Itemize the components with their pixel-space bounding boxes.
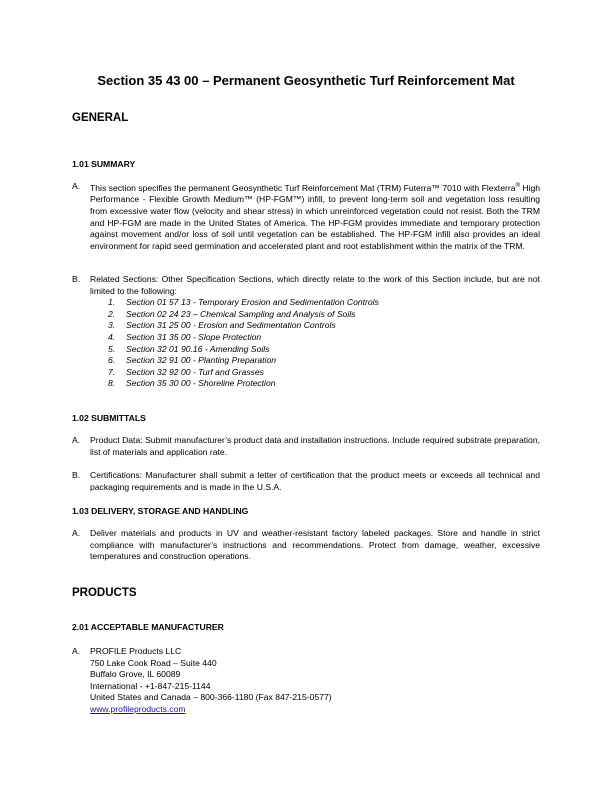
list-item: 5. Section 32 01 90.16 - Amending Soils — [108, 343, 270, 354]
submittals-a-text: Product Data: Submit manufacturer’s product data and installation instructions. Include required substrate preparation, list of materials and application rate. — [90, 435, 540, 457]
submittals-item-a — [72, 435, 540, 458]
item-marker: A. — [72, 646, 81, 656]
related-sections-list — [72, 297, 540, 390]
street-address: 750 Lake Cook Road – Suite 440 — [90, 657, 217, 668]
delivery-a-text: Deliver materials and products in UV and weather-resistant factory labeled packages. Store and handle in strict compliance with manufacturer’s instructions and recommendations. Protect from damage, weather, excessive temperatures and construction operations. — [90, 528, 540, 562]
manufacturer-address — [72, 646, 540, 716]
page-title: Section 35 43 00 – Permanent Geosynthetic Turf Reinforcement Mat — [97, 73, 515, 88]
delivery-heading: 1.03 DELIVERY, STORAGE AND HANDLING — [72, 506, 249, 516]
summary-a-text-1: This section specifies the permanent Geosynthetic Turf Reinforcement Mat (TRM) Futerra™ 7010 with Flexterra — [90, 182, 516, 193]
summary-heading: 1.01 SUMMARY — [72, 159, 136, 169]
submittals-item-b — [72, 470, 540, 493]
summary-b-text: Related Sections: Other Specification Sections, which directly relate to the work of this Section include, but are not limited to the following: — [90, 274, 540, 296]
list-item: 4. Section 31 35 00 - Slope Protection — [108, 331, 262, 342]
item-marker: A. — [72, 435, 81, 445]
item-marker: B. — [72, 470, 81, 480]
list-item: 8. Section 35 30 00 - Shoreline Protection — [108, 378, 276, 389]
summary-a-text-2: High Performance - Flexible Growth Medium™ (HP-FGM™) infill, to prevent long-term soil and vegetation loss resulting from excessive water flow (velocity and shear stress) in which unreinforced vegetation could not resist. Both the TRM and HP-FGM are made in the United States of America. The HP-FGM provides immediate and temporary protection against movement and/or loss of soil until vegetation can be established. The HP-FGM infill also provides an ideal environment for rapid seed germination and accelerated plant and root establishment within the matrix of the TRM. — [90, 182, 540, 251]
registered-mark: ® — [515, 183, 520, 189]
manufacturer-heading: 2.01 ACCEPTABLE MANUFACTURER — [72, 622, 224, 632]
summary-item-a — [72, 181, 540, 252]
list-item: 1. Section 01 57 13 - Temporary Erosion and Sedimentation Controls — [108, 297, 379, 308]
website-link[interactable]: www.profileproducts.com — [90, 703, 186, 714]
general-heading: GENERAL — [72, 112, 129, 124]
list-item: 3. Section 31 25 00 - Erosion and Sedimentation Controls — [108, 320, 336, 331]
item-marker: A. — [72, 528, 81, 538]
summary-item-b — [72, 274, 540, 390]
item-marker: A. — [72, 181, 81, 191]
submittals-b-text: Certifications: Manufacturer shall submit a letter of certification that the product meets or exceeds all technical and packaging requirements and is made in the U.S.A. — [90, 470, 540, 492]
products-heading: PRODUCTS — [72, 587, 137, 599]
submittals-heading: 1.02 SUBMITTALS — [72, 413, 146, 423]
company-name: PROFILE Products LLC — [90, 646, 182, 656]
us-canada-phone: United States and Canada – 800-366-1180 (Fax 847-215-0577) — [90, 692, 332, 703]
list-item: 7. Section 32 92 00 - Turf and Grasses — [108, 366, 264, 377]
city-state-zip: Buffalo Grove, IL 60089 — [90, 669, 181, 680]
item-marker: B. — [72, 274, 81, 284]
international-phone: International - +1-847-215-1144 — [90, 680, 211, 691]
delivery-item-a — [72, 528, 540, 563]
list-item: 6. Section 32 91 00 - Planting Preparation — [108, 355, 277, 366]
list-item: 2. Section 02 24 23 – Chemical Sampling and Analysis of Soils — [108, 308, 356, 319]
